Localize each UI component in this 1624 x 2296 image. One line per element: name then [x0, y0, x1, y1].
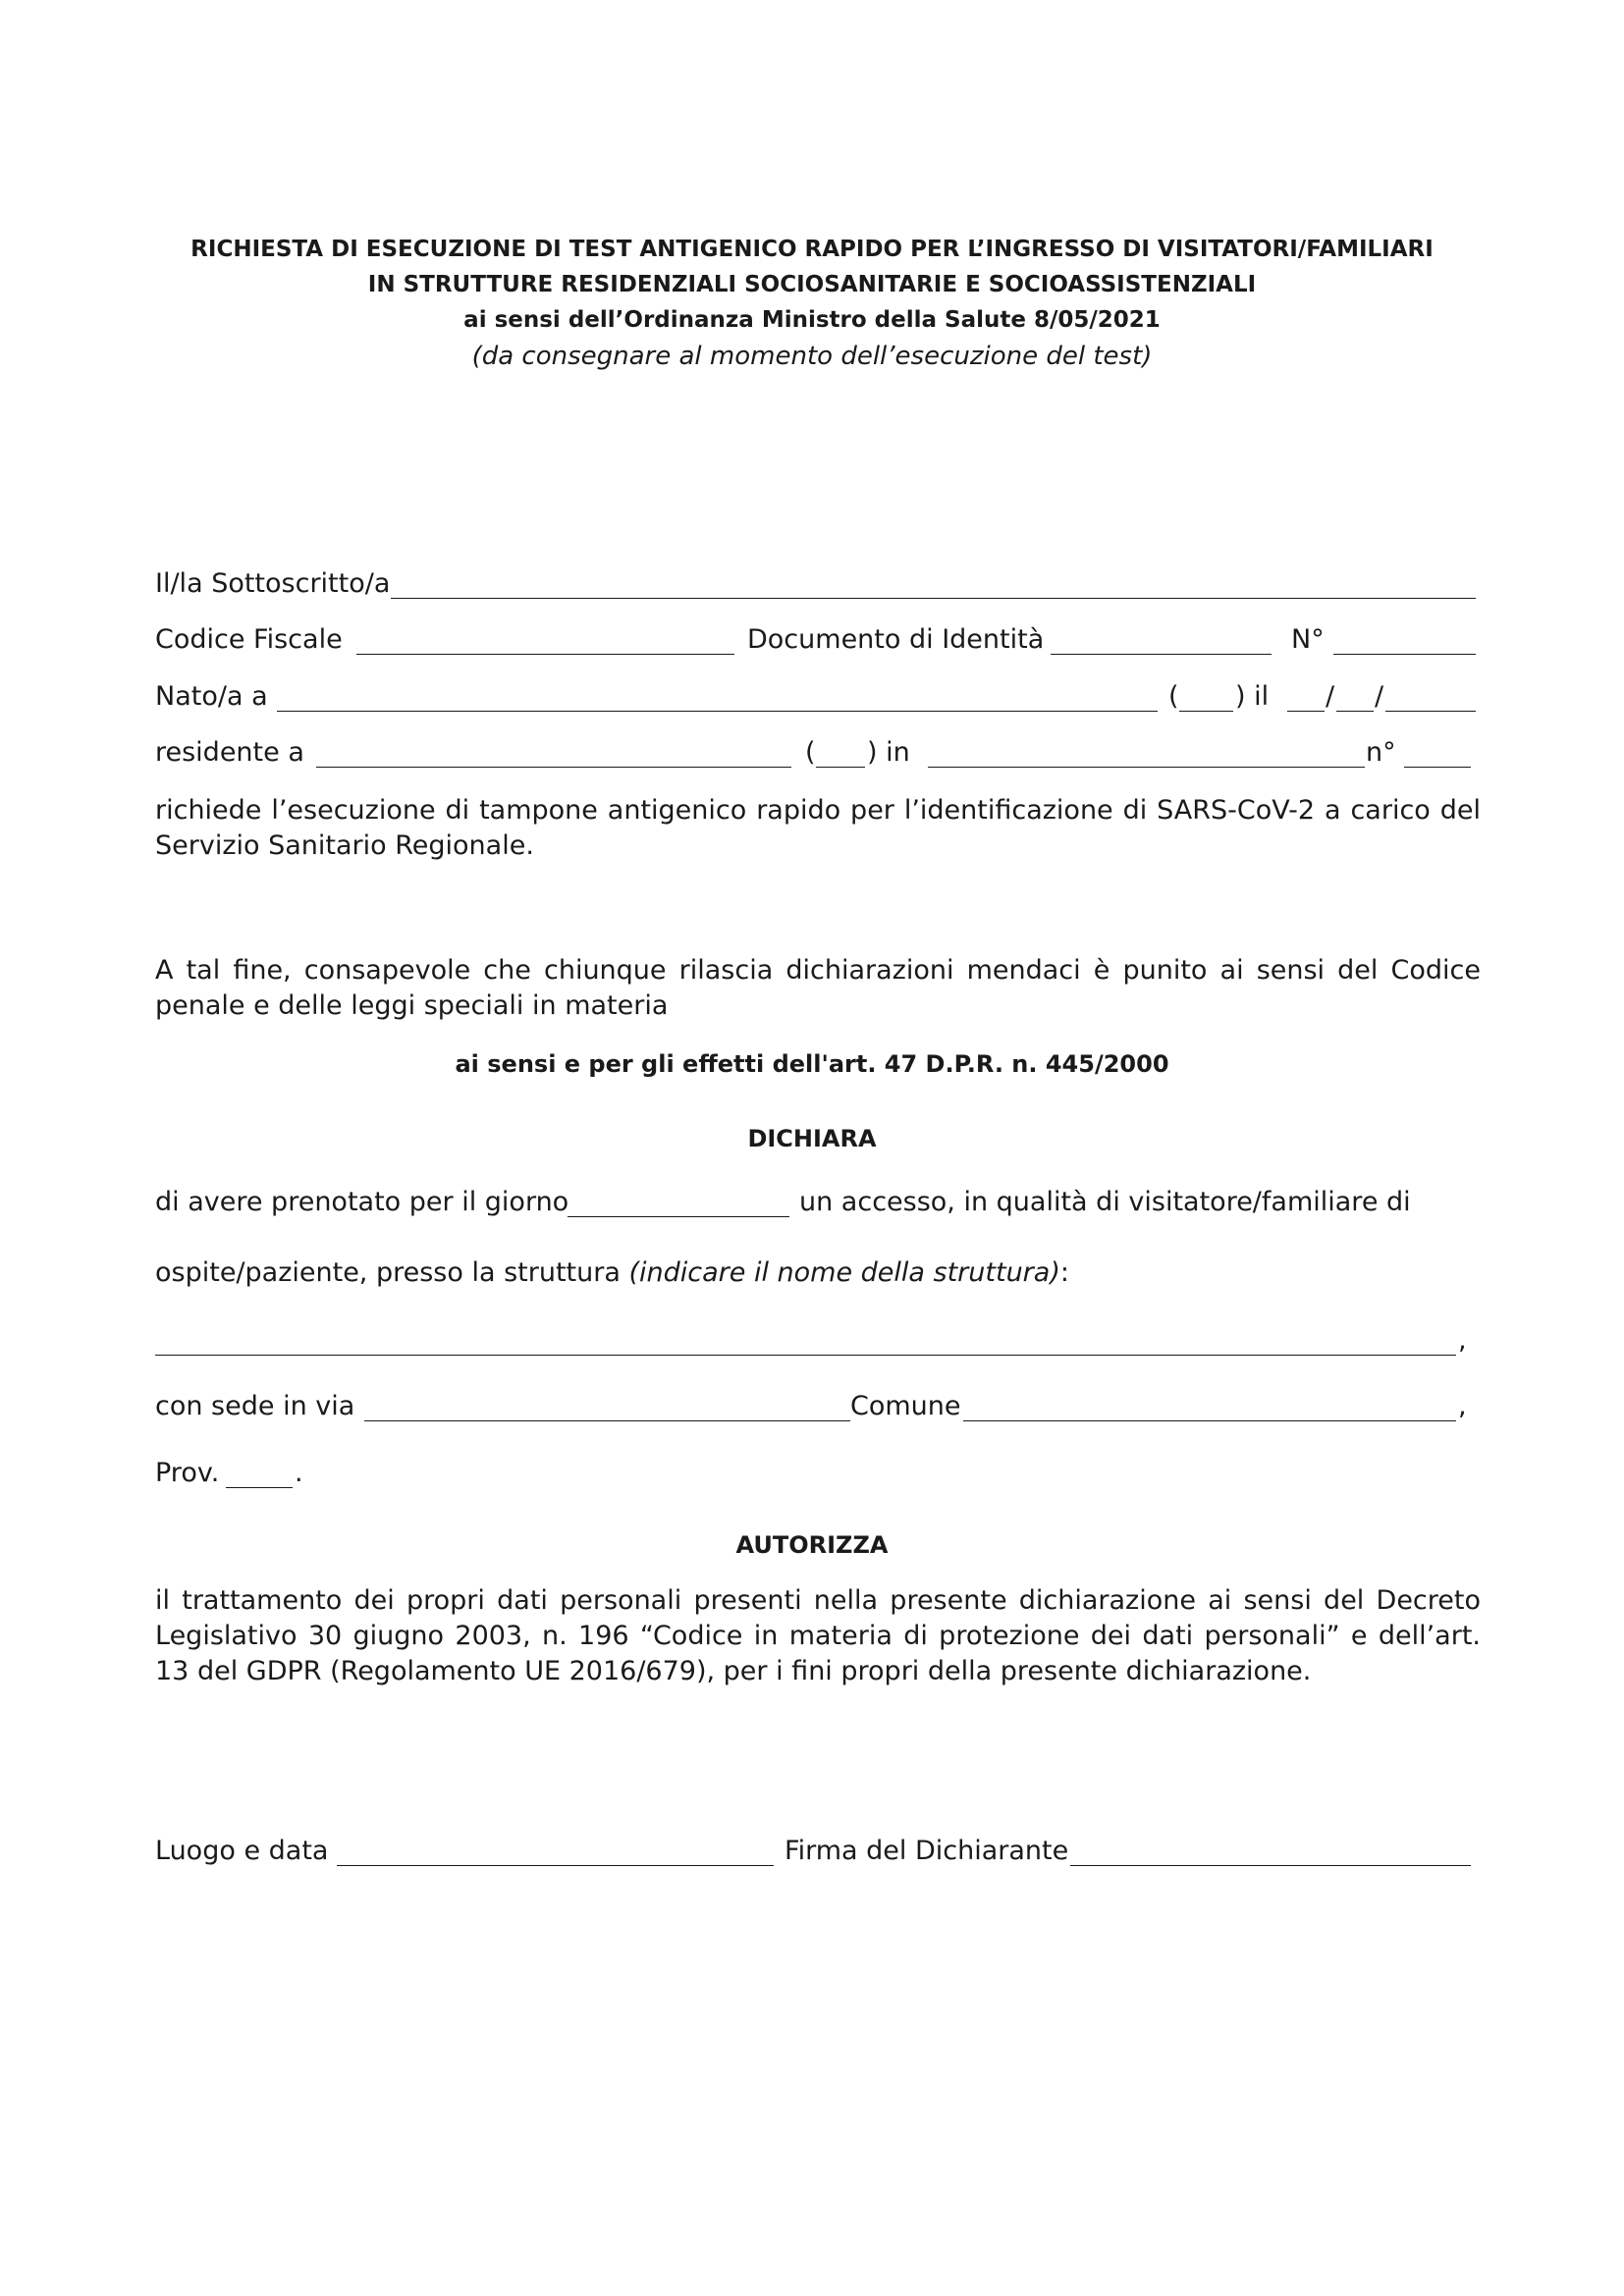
- row-nato: [155, 677, 1481, 717]
- comma-1: ,: [1458, 1325, 1467, 1356]
- title-line-1: RICHIESTA DI ESECUZIONE DI TEST ANTIGENICO RAPIDO PER L’INGRESSO DI VISITATORI/FAMILIARI: [190, 237, 1434, 262]
- label-il: ) il: [1235, 681, 1270, 712]
- field-residenza[interactable]: [316, 767, 791, 768]
- field-struttura[interactable]: [155, 1355, 1456, 1356]
- slash-2: /: [1375, 681, 1384, 712]
- field-luogo-data[interactable]: [337, 1865, 774, 1866]
- row-codice-fiscale: [155, 620, 1481, 660]
- field-via-residenza[interactable]: [928, 767, 1365, 768]
- paren-open-2: (: [805, 737, 816, 768]
- row-ospite: [155, 1254, 1481, 1293]
- field-numero[interactable]: [1333, 654, 1476, 655]
- row-struttura: [155, 1321, 1481, 1361]
- field-provincia-nascita[interactable]: [1179, 711, 1233, 712]
- heading-dichiara: DICHIARA: [747, 1125, 877, 1152]
- field-sottoscritto[interactable]: [391, 598, 1476, 599]
- slash-1: /: [1326, 681, 1335, 712]
- label-numero: N°: [1291, 624, 1325, 655]
- paragraph-richiede: richiede l’esecuzione di tampone antigenico rapido per l’identificazione di SARS-CoV-2 a carico del Servizio Sanitario Regionale.: [155, 795, 1481, 861]
- field-luogo-nascita[interactable]: [277, 711, 1158, 712]
- field-giorno-prenotazione[interactable]: [568, 1216, 789, 1217]
- field-anno[interactable]: [1385, 711, 1476, 712]
- field-mese[interactable]: [1336, 711, 1374, 712]
- label-sottoscritto: Il/la Sottoscritto/a: [155, 568, 391, 599]
- title-line-2: IN STRUTTURE RESIDENZIALI SOCIOSANITARIE E SOCIOASSISTENZIALI: [367, 272, 1257, 297]
- field-documento[interactable]: [1051, 654, 1272, 655]
- field-via-struttura[interactable]: [364, 1420, 850, 1421]
- label-sede: con sede in via: [155, 1391, 355, 1421]
- label-codice-fiscale: Codice Fiscale: [155, 624, 343, 655]
- label-colon: :: [1059, 1257, 1069, 1288]
- heading-autorizza: AUTORIZZA: [735, 1531, 889, 1559]
- comma-2: ,: [1458, 1391, 1467, 1421]
- heading-ai-sensi: ai sensi e per gli effetti dell'art. 47 D.P.R. n. 445/2000: [455, 1050, 1169, 1078]
- field-prov[interactable]: [226, 1487, 293, 1488]
- label-prenotato: di avere prenotato per il giorno: [155, 1187, 569, 1217]
- title-line-3: ai sensi dell’Ordinanza Ministro della Salute 8/05/2021: [463, 307, 1161, 333]
- label-ospite-italic: (indicare il nome della struttura): [628, 1257, 1060, 1288]
- paragraph-trattamento: il trattamento dei propri dati personali presenti nella presente dichiarazione ai sensi del Decreto Legislativo 30 giugno 2003, n. 196 “Codice in materia di protezione dei dati personali” e dell’art. 13 del GDPR (Regolamento UE 2016/679), per i fini propri della presente dichiarazione.: [155, 1585, 1481, 1686]
- label-luogo-data: Luogo e data: [155, 1836, 329, 1866]
- field-giorno[interactable]: [1287, 711, 1325, 712]
- prov-dot: .: [295, 1458, 303, 1488]
- field-codice-fiscale[interactable]: [356, 654, 734, 655]
- label-in: ) in: [867, 737, 910, 768]
- row-residente: [155, 733, 1481, 773]
- row-firma: [155, 1832, 1481, 1871]
- label-accesso: un accesso, in qualità di visitatore/familiare di: [799, 1187, 1411, 1217]
- field-comune[interactable]: [963, 1420, 1456, 1421]
- row-prenotato: [155, 1183, 1481, 1222]
- label-nato: Nato/a a: [155, 681, 268, 712]
- row-sottoscritto: [155, 564, 1481, 604]
- label-comune: Comune: [850, 1391, 961, 1421]
- field-civico[interactable]: [1404, 767, 1471, 768]
- label-n-civico: n°: [1366, 737, 1396, 768]
- field-firma[interactable]: [1070, 1865, 1471, 1866]
- field-provincia-residenza[interactable]: [816, 767, 865, 768]
- label-documento: Documento di Identità: [747, 624, 1045, 655]
- label-prov: Prov.: [155, 1458, 220, 1488]
- label-residente: residente a: [155, 737, 304, 768]
- paren-open: (: [1168, 681, 1179, 712]
- paragraph-consapevole: A tal fine, consapevole che chiunque rilascia dichiarazioni mendaci è punito ai sensi del Codice penale e delle leggi speciali in materia: [155, 955, 1481, 1021]
- row-sede: [155, 1387, 1481, 1426]
- label-firma: Firma del Dichiarante: [785, 1836, 1069, 1866]
- title-note: (da consegnare al momento dell’esecuzione del test): [471, 342, 1153, 371]
- row-prov: [155, 1454, 1481, 1493]
- label-ospite: ospite/paziente, presso la struttura: [155, 1257, 629, 1288]
